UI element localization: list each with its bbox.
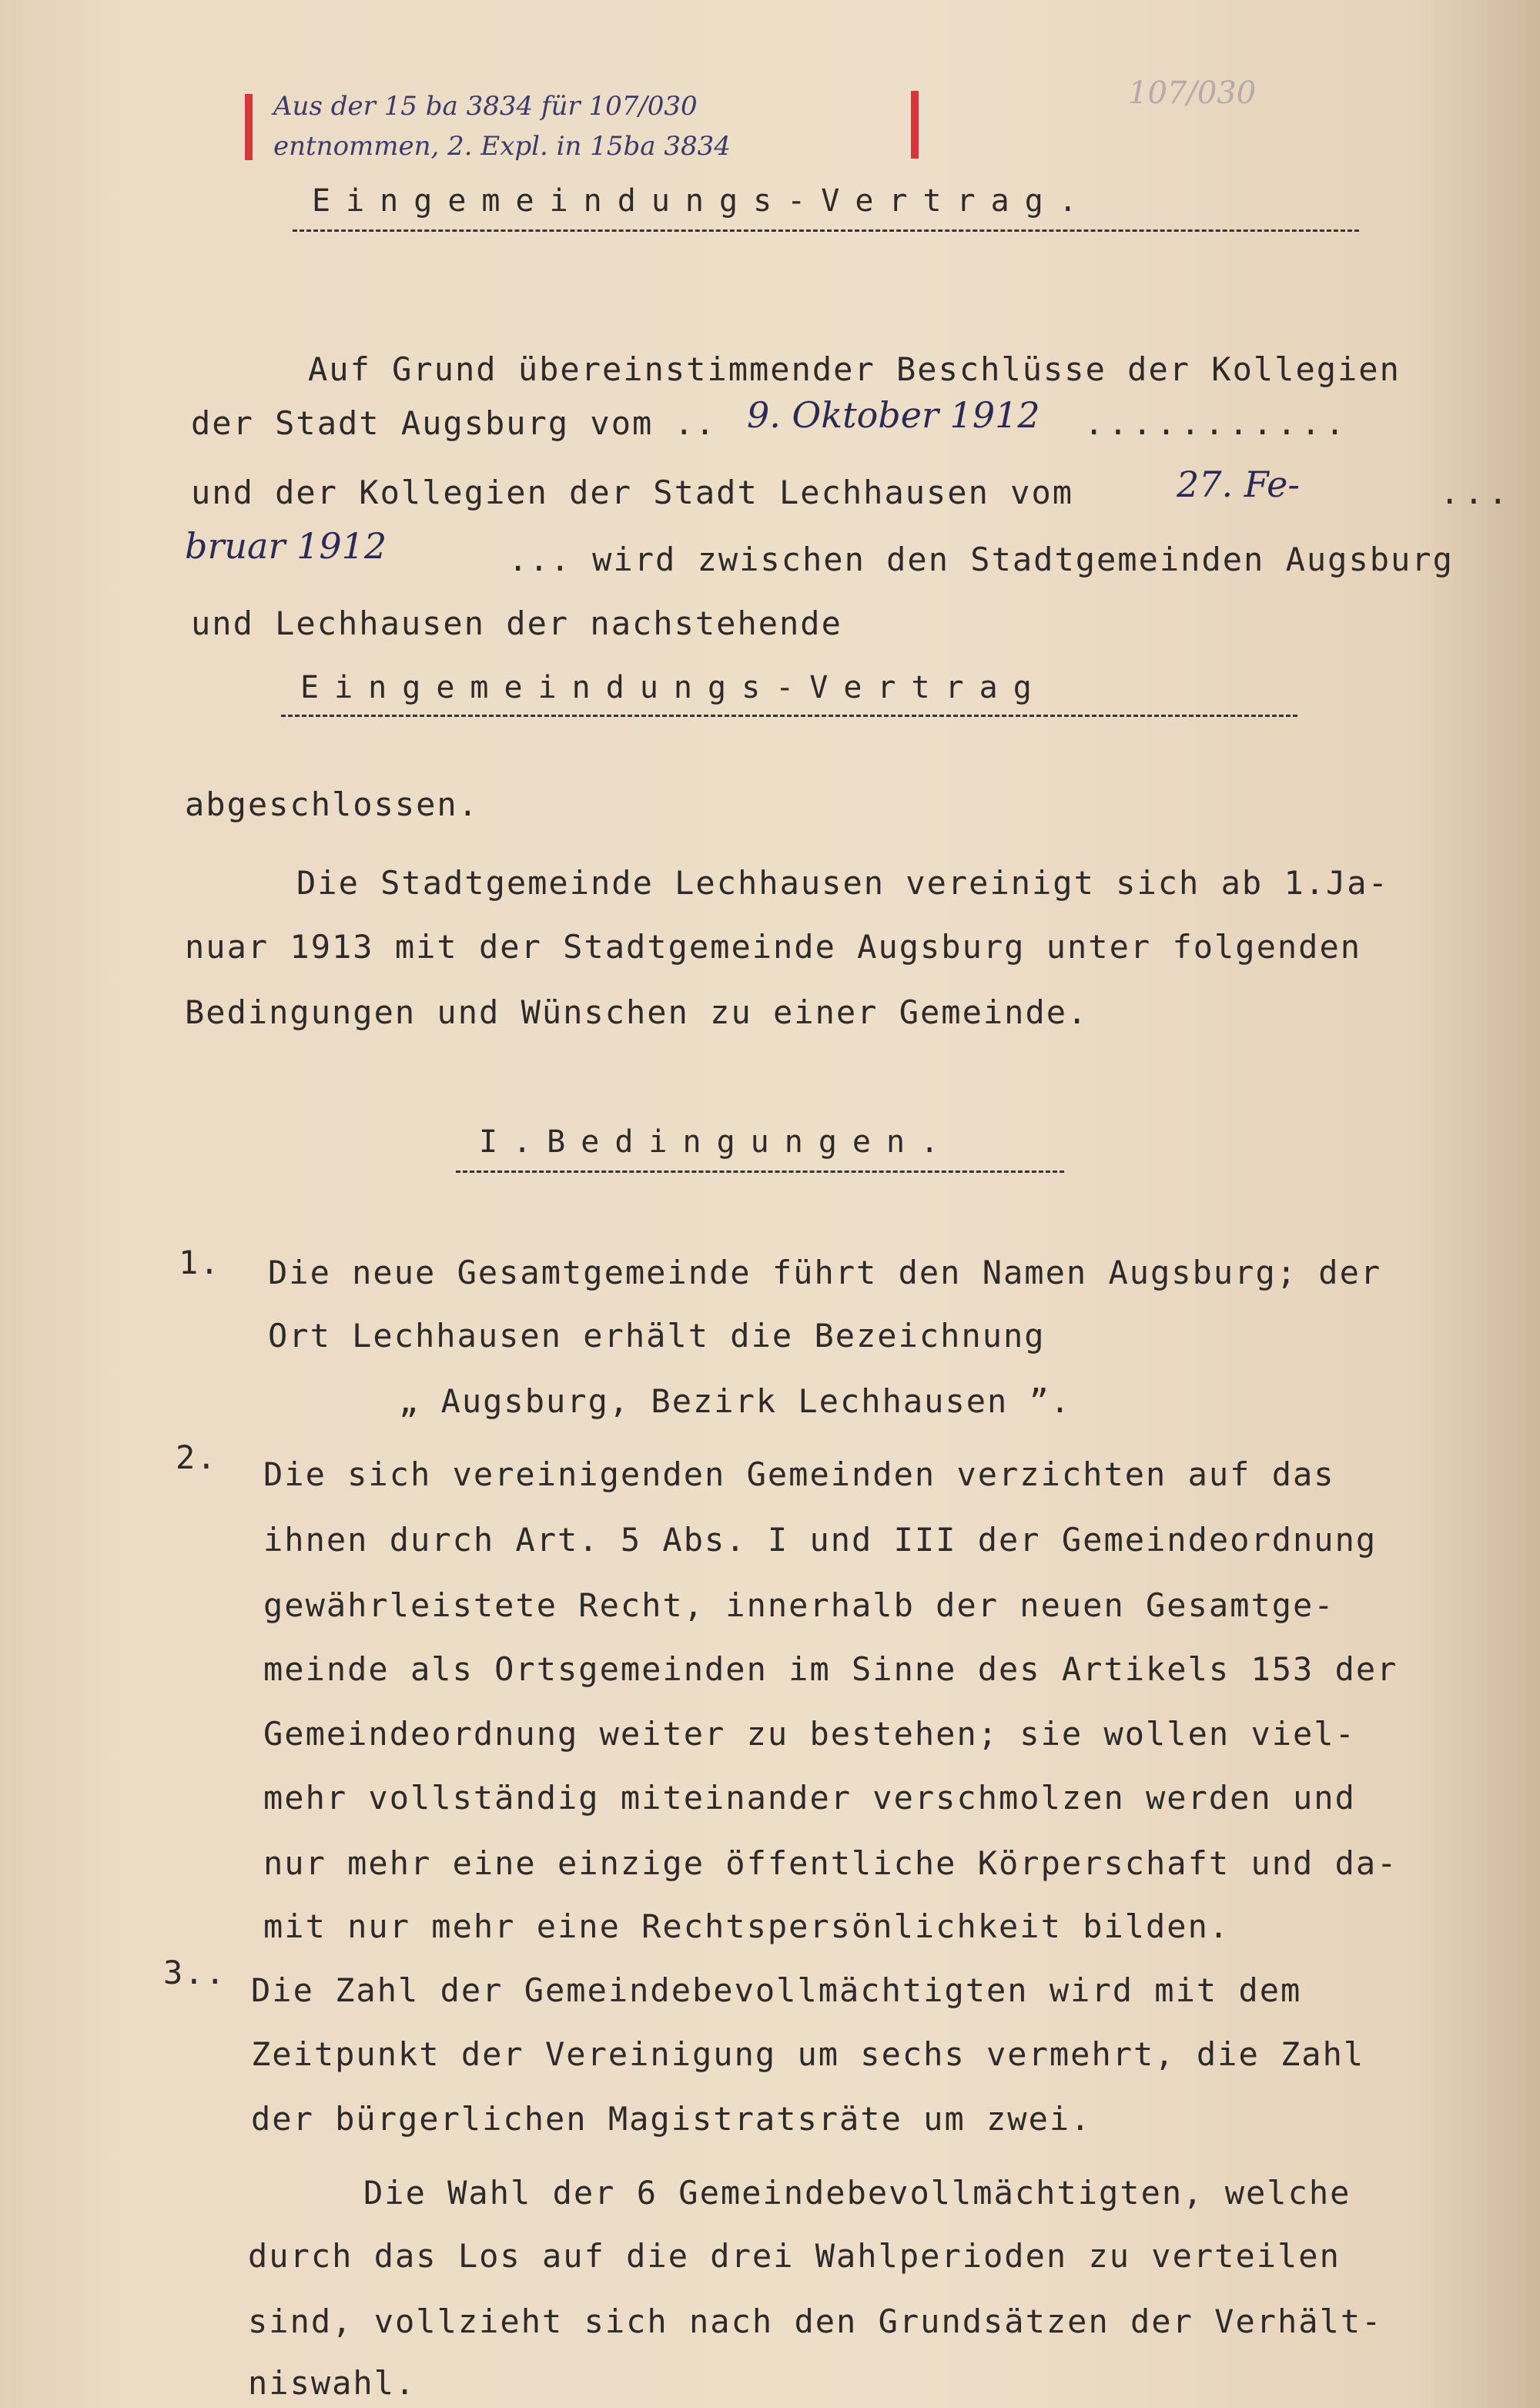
item-2-line-3: gewährleistete Recht, innerhalb der neuen Gesamtge- (263, 1586, 1335, 1624)
intro-line-4b: ... wird zwischen den Stadtgemeinden Augsburg (508, 541, 1454, 578)
intro-line-3a: und der Kollegien der Stadt Lechhausen vom (191, 474, 1074, 511)
item-2-line-5: Gemeindeordnung weiter zu bestehen; sie wollen viel- (263, 1715, 1356, 1753)
handwritten-date-lechhausen-1: 27. Fe- (1177, 464, 1300, 505)
intro-line-5: und Lechhausen der nachstehende (191, 605, 842, 642)
item-3-para-line-2: durch das Los auf die drei Wahlperioden zu verteilen (248, 2237, 1341, 2275)
item-2-line-1: Die sich vereinigenden Gemeinden verzichten auf das (263, 1455, 1335, 1493)
archive-note-line1: Aus der 15 ba 3834 für 107/030 (273, 91, 698, 122)
archive-note-line2: entnommen, 2. Expl. in 15ba 3834 (273, 131, 731, 162)
intro-line-2a: der Stadt Augsburg vom .. (191, 404, 717, 442)
subtitle-underline (281, 715, 1297, 717)
red-mark-left (245, 94, 253, 160)
intro-line-2-dots: ........... (1084, 404, 1350, 442)
item-2-line-2: ihnen durch Art. 5 Abs. I und III der Gemeindeordnung (263, 1521, 1378, 1559)
item-3-number: 3.. (163, 1954, 226, 1991)
item-3-para-line-3: sind, vollzieht sich nach den Grundsätzen der Verhält- (248, 2303, 1383, 2340)
item-2-line-6: mehr vollständig miteinander verschmolzen werden und (263, 1779, 1356, 1817)
item-3-para-line-1: Die Wahl der 6 Gemeindebevollmächtigten, welche (363, 2174, 1351, 2212)
section-heading: I.Bedingungen. (479, 1124, 955, 1160)
red-mark-right (911, 91, 919, 159)
handwritten-date-lechhausen-2: bruar 1912 (185, 525, 387, 567)
item-1-line-1: Die neue Gesamtgemeinde führt den Namen Augsburg; der (268, 1254, 1382, 1291)
para-line-2: nuar 1913 mit der Stadtgemeinde Augsburg unter folgenden (185, 928, 1362, 966)
handwritten-date-augsburg: 9. Oktober 1912 (747, 394, 1040, 436)
item-3-para-line-4: niswahl. (248, 2364, 417, 2402)
item-2-line-4: meinde als Ortsgemeinden im Sinne des Artikels 153 der (263, 1650, 1398, 1688)
item-3-line-1: Die Zahl der Gemeindebevollmächtigten wird mit dem (251, 1971, 1302, 2009)
contract-subtitle: Eingemeindungs-Vertrag (300, 670, 1047, 705)
item-3-line-3: der bürgerlichen Magistratsräte um zwei. (251, 2100, 1092, 2138)
document-title: Eingemeindungs-Vertrag. (312, 183, 1093, 219)
item-1-number: 1. (179, 1244, 221, 1281)
archive-number: 107/030 (1128, 75, 1257, 111)
item-1-line-3: „ Augsburg, Bezirk Lechhausen ”. (399, 1382, 1072, 1420)
para-line-3: Bedingungen und Wünschen zu einer Gemeinde. (185, 993, 1089, 1031)
concluded-text: abgeschlossen. (185, 785, 480, 823)
item-2-number: 2. (176, 1438, 218, 1476)
item-1-line-2: Ort Lechhausen erhält die Bezeichnung (268, 1317, 1046, 1355)
title-underline (293, 229, 1359, 232)
item-3-line-2: Zeitpunkt der Vereinigung um sechs vermehrt, die Zahl (251, 2035, 1365, 2073)
intro-line-3-dots: ... (1440, 474, 1512, 511)
para-line-1: Die Stadtgemeinde Lechhausen vereinigt sich ab 1.Ja- (296, 864, 1389, 902)
item-2-line-7: nur mehr eine einzige öffentliche Körperschaft und da- (263, 1844, 1398, 1882)
item-2-line-8: mit nur mehr eine Rechtspersönlichkeit bilden. (263, 1907, 1230, 1945)
intro-line-1: Auf Grund übereinstimmender Beschlüsse der Kollegien (308, 350, 1401, 388)
section-underline (456, 1171, 1064, 1173)
